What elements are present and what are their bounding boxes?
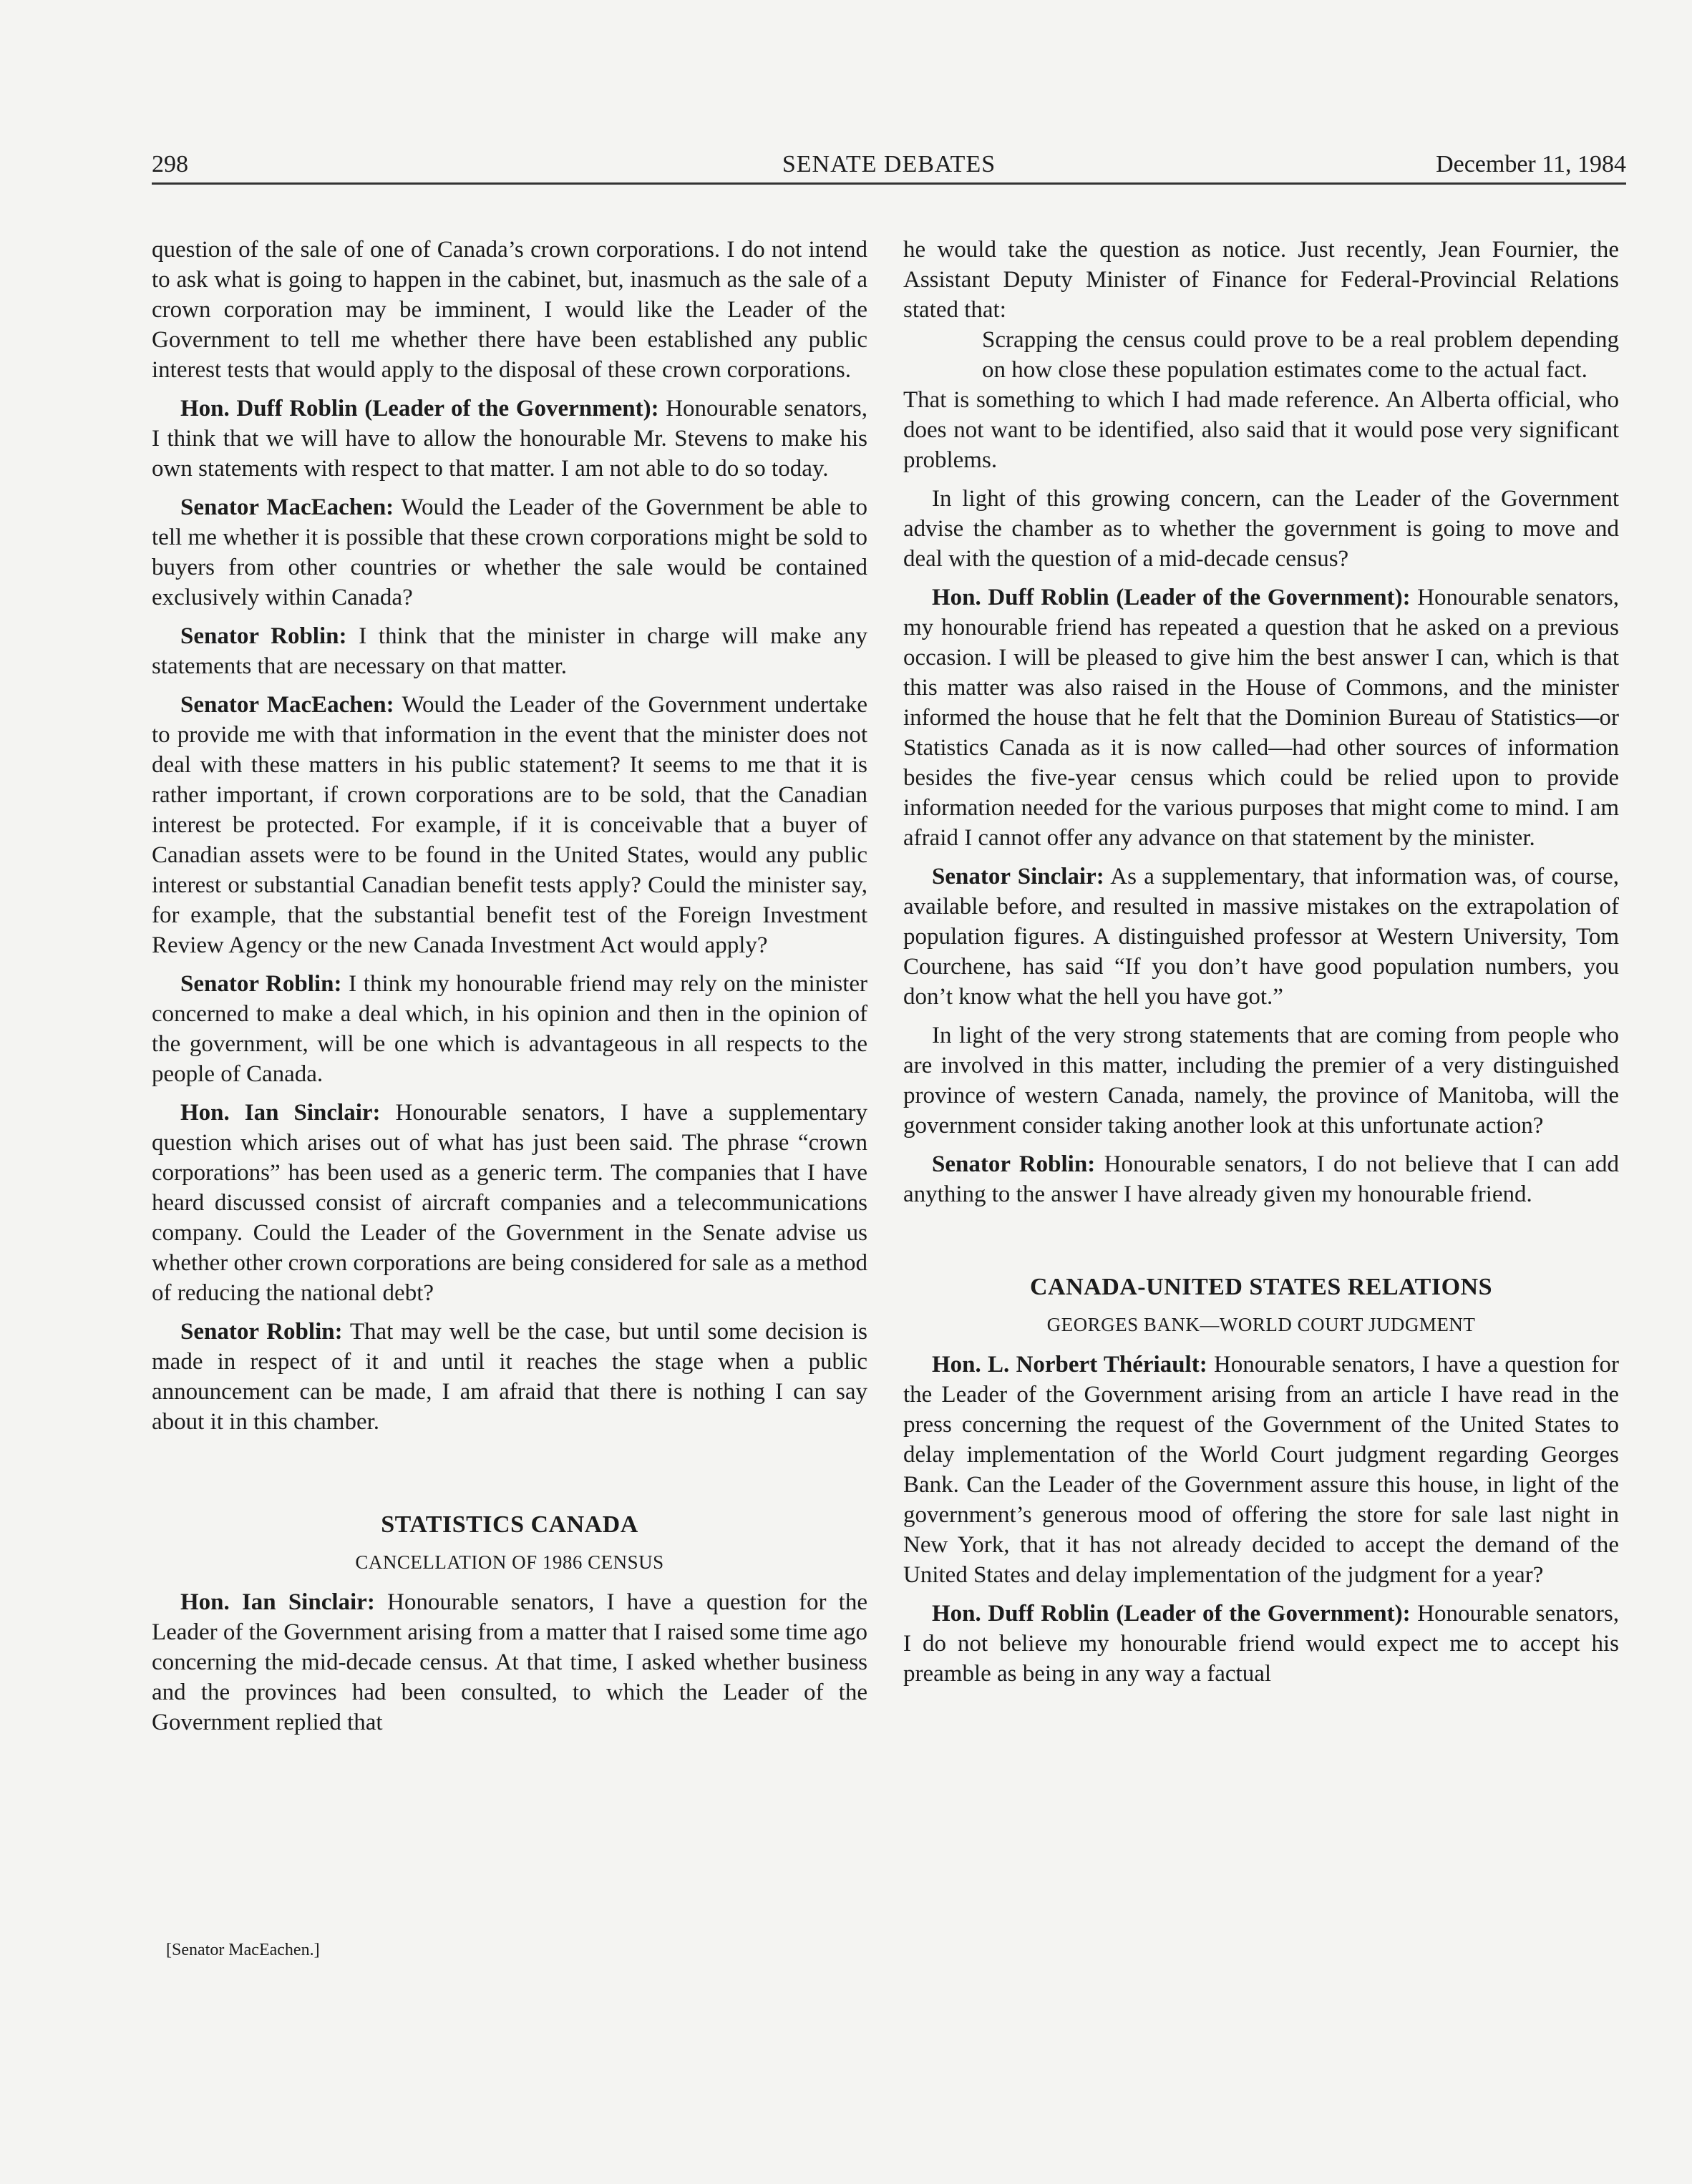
speaker-name: Senator Roblin: — [180, 1319, 343, 1345]
speaker-name: Hon. Duff Roblin (Leader of the Government): — [932, 1601, 1411, 1627]
paragraph: In light of the very strong statements that are coming from people who are involved in this matter, including the premier of a very distinguished province of western Canada, namely, the province of Manitoba, will the government consider taking another look at this unfortunate action? — [903, 1023, 1619, 1139]
section-title: CANADA-UNITED STATES RELATIONS — [1029, 1274, 1492, 1300]
section-spacer — [152, 1446, 867, 1510]
speech-text: Honourable senators, my honourable friend has repeated a question that he asked on a previous occasion. I will be pleased to give him the best answer I can, which is that this matter was also raised in the House of Commons, and the minister informed the house that he felt that the Dominion Bureau of Statistics—or Statistics Canada as it is now called—had other sources of information besides the five-year census which could be relied upon to provide information needed for the various purposes that might come to mind. I am afraid I cannot offer any advance on that statement by the minister. — [903, 585, 1619, 851]
section-subtitle: GEORGES BANK—WORLD COURT JUDGMENT — [1046, 1314, 1476, 1335]
speaker-name: Hon. Duff Roblin (Leader of the Government): — [180, 396, 659, 421]
speech-text: Would the Leader of the Government be able to tell me whether it is possible that these crown corporations might be sold to buyers from other countries or whether the sale would be contained exclusively within Canada? — [152, 494, 868, 610]
paragraph — [152, 1317, 867, 1437]
speaker-name: Senator Roblin: — [180, 971, 342, 997]
speaker-name: Senator Roblin: — [180, 623, 347, 649]
speech-text: Honourable senators, I have a question for the Leader of the Government arising from an article I have read in the press concerning the request of the Government of the United States to delay implementation of the World Court judgment regarding Georges Bank. Can the Leader of the Government assure this house, in light of the government’s generous mood of offering the store for sale last night in New York, that it has not already decided to accept the demand of the United States and delay implementation of the judgment for a year? — [903, 1352, 1619, 1588]
paragraph — [152, 394, 867, 484]
section-title: STATISTICS CANADA — [381, 1511, 638, 1538]
paragraph — [903, 862, 1619, 1012]
speaker-name: Hon. Ian Sinclair: — [180, 1589, 375, 1615]
speaker-name: Senator MacEachen: — [180, 692, 394, 718]
paragraph — [152, 621, 867, 681]
speech-text: Honourable senators, I do not believe that I can add anything to the answer I have already given my honourable friend. — [903, 1151, 1619, 1207]
paragraph: In light of this growing concern, can the Leader of the Government advise the chamber as to whether the government is going to move and deal with the question of a mid-decade census? — [903, 486, 1619, 572]
speech-text: Honourable senators, I do not believe my honourable friend would expect me to accept his preamble as being in any way a factual — [903, 1601, 1619, 1687]
paragraph — [903, 1599, 1619, 1689]
speaker-name: Hon. Ian Sinclair: — [180, 1100, 381, 1126]
page-number: 298 — [152, 151, 188, 177]
speaker-name: Senator Roblin: — [932, 1151, 1096, 1177]
paragraph — [152, 690, 867, 960]
speaker-name: Senator Sinclair: — [932, 864, 1104, 889]
left-column — [152, 235, 867, 1746]
speech-text: Honourable senators, I have a question for the Leader of the Government arising from a matter that I raised some time ago concerning the mid-decade census. At that time, I asked whether business and the provinces had been consulted, to which the Leader of the Government replied that — [152, 1589, 867, 1735]
speech-text: That may well be the case, but until some decision is made in respect of it and until it reaches the stage when a public announcement can be made, I am afraid that there is nothing I can say about it in this chamber. — [152, 1319, 867, 1435]
speech-text: Would the Leader of the Government undertake to provide me with that information in the event that the minister does not deal with these matters in his public statement? It seems to me that it is rather important, if crown corporations are to be sold, that the Canadian interest be protected. For example, if it is conceivable that a buyer of Canadian assets were to be found in the United States, would any public interest or substantial Canadian benefit tests apply? Could the minister say, for example, that the substantial benefit test of the Foreign Investment Review Agency or the new Canada Investment Act would apply? — [152, 692, 867, 958]
speaker-name: Senator MacEachen: — [180, 494, 394, 520]
section-spacer — [903, 1218, 1619, 1272]
paragraph: That is something to which I had made reference. An Alberta official, who does not want to be identified, also said that it would pose very significant problems. — [903, 387, 1619, 473]
footer-note: [Senator MacEachen.] — [166, 1941, 320, 1959]
section-subtitle: CANCELLATION OF 1986 CENSUS — [355, 1551, 664, 1573]
speaker-name: Hon. Duff Roblin (Leader of the Government): — [932, 585, 1411, 610]
paragraph — [903, 582, 1619, 853]
speaker-name: Hon. L. Norbert Thériault: — [932, 1352, 1207, 1378]
paragraph: question of the sale of one of Canada’s crown corporations. I do not intend to ask what is going to happen in the cabinet, but, inasmuch as the sale of a crown corporation may be imminent, I would like the Leader of the Government to tell me whether there have been established any public interest tests that would apply to the disposal of these crown corporations. — [152, 237, 867, 383]
speech-text: I think my honourable friend may rely on the minister concerned to make a deal which, in his opinion and then in the opinion of the government, will be one which is advantageous in all respects to the people of Canada. — [152, 971, 867, 1087]
header-rule — [152, 182, 1626, 185]
right-column — [903, 235, 1619, 1697]
block-quote: Scrapping the census could prove to be a real problem depending on how close these population estimates come to the actual fact. — [982, 327, 1619, 383]
paragraph — [152, 1098, 867, 1308]
paragraph — [152, 1587, 867, 1737]
speech-text: As a supplementary, that information was, of course, available before, and resulted in massive mistakes on the extrapolation of population figures. A distinguished professor at Western University, Tom Courchene, has said “If you don’t have good population numbers, you don’t know what the hell you have got.” — [903, 864, 1620, 1010]
paragraph: he would take the question as notice. Just recently, Jean Fournier, the Assistant Deputy Minister of Finance for Federal-Provincial Relations stated that: — [903, 237, 1619, 323]
paragraph — [903, 1350, 1619, 1590]
speech-text: I think that the minister in charge will make any statements that are necessary on that matter. — [152, 623, 867, 679]
speech-text: Honourable senators, I think that we will have to allow the honourable Mr. Stevens to make his own statements with respect to that matter. I am not able to do so today. — [152, 396, 867, 482]
speech-text: Honourable senators, I have a supplementary question which arises out of what has just been said. The phrase “crown corporations” has been used as a generic term. The companies that I have heard discussed consist of aircraft companies and a telecommunications company. Could the Leader of the Government in the Senate advise us whether other crown corporations are being considered for sale as a method of reducing the national debt? — [152, 1100, 867, 1306]
paragraph — [903, 1149, 1619, 1209]
running-title: SENATE DEBATES — [782, 151, 996, 177]
header-date: December 11, 1984 — [1436, 151, 1626, 177]
page-header — [152, 147, 1626, 182]
paragraph — [152, 969, 867, 1089]
paragraph — [152, 492, 867, 613]
